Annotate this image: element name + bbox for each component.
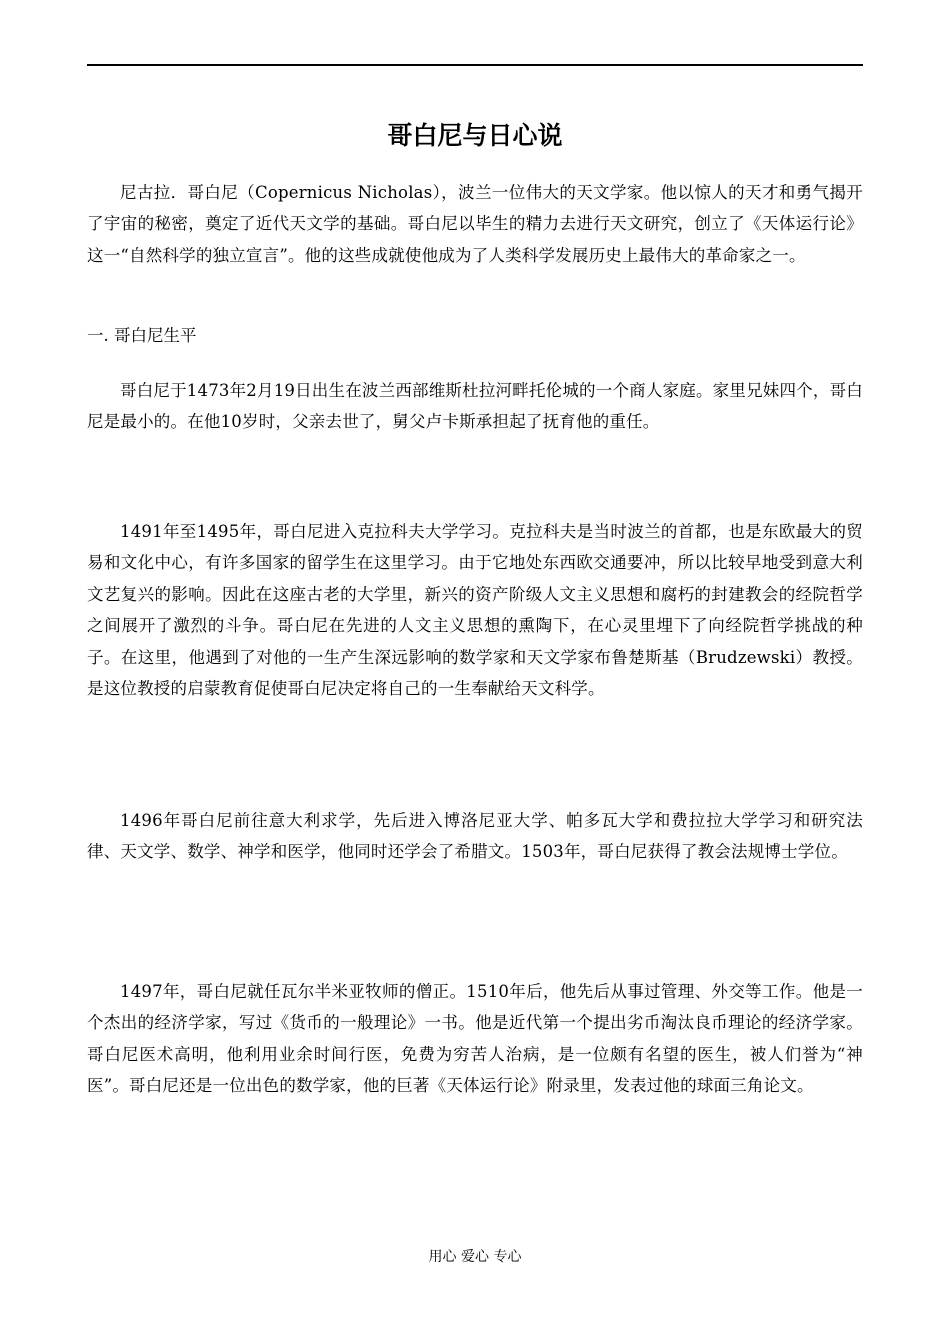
page-title: 哥白尼与日心说 xyxy=(387,121,563,150)
page-footer: 用心 爱心 专心 xyxy=(428,1249,522,1265)
paragraph-birth: 哥白尼于1473年2月19日出生在波兰西部维斯杜拉河畔托伦城的一个商人家庭。家里兄妹四个，哥白尼是最小的。在他10岁时，父亲去世了，舅父卢卡斯承担起了抚育他的重任。 xyxy=(87,381,863,432)
paragraph-krakow: 1491年至1495年，哥白尼进入克拉科夫大学学习。克拉科夫是当时波兰的首都，也是东欧最大的贸易和文化中心，有许多国家的留学生在这里学习。由于它地处东西欧交通要冲，所以比较早地受到意大利文艺复兴的影响。因此在这座古老的大学里，新兴的资产阶级人文主义思想和腐朽的封建教会的经院哲学之间展开了激烈的斗争。哥白尼在先进的人文主义思想的熏陶下，在心灵里埋下了向经院哲学挑战的种子。在这里，他遇到了对他的一生产生深远影响的数学家和天文学家布鲁楚斯基（Brudzewski）教授。是这位教授的启蒙教育促使哥白尼决定将自己的一生奉献给天文科学。 xyxy=(87,522,863,699)
header-rule xyxy=(87,64,863,66)
section-heading: 一. 哥白尼生平 xyxy=(87,326,197,345)
paragraph-italy: 1496年哥白尼前往意大利求学，先后进入博洛尼亚大学、帕多瓦大学和费拉拉大学学习和研究法律、天文学、数学、神学和医学，他同时还学会了希腊文。1503年，哥白尼获得了教会法规博士学位。 xyxy=(87,811,863,862)
intro-paragraph: 尼古拉．哥白尼（Copernicus Nicholas），波兰一位伟大的天文学家。他以惊人的天才和勇气揭开了宇宙的秘密，奠定了近代天文学的基础。哥白尼以毕生的精力去进行天文研究，创立了《天体运行论》这一“自然科学的独立宣言”。他的这些成就使他成为了人类科学发展历史上最伟大的革命家之一。 xyxy=(87,183,863,265)
paragraph-career: 1497年，哥白尼就任瓦尔半米亚牧师的僧正。1510年后，他先后从事过管理、外交等工作。他是一个杰出的经济学家，写过《货币的一般理论》一书。他是近代第一个提出劣币淘汰良币理论的经济学家。哥白尼医术高明，他利用业余时间行医，免费为穷苦人治病，是一位颇有名望的医生，被人们誉为“神医”。哥白尼还是一位出色的数学家，他的巨著《天体运行论》附录里，发表过他的球面三角论文。 xyxy=(87,982,863,1096)
